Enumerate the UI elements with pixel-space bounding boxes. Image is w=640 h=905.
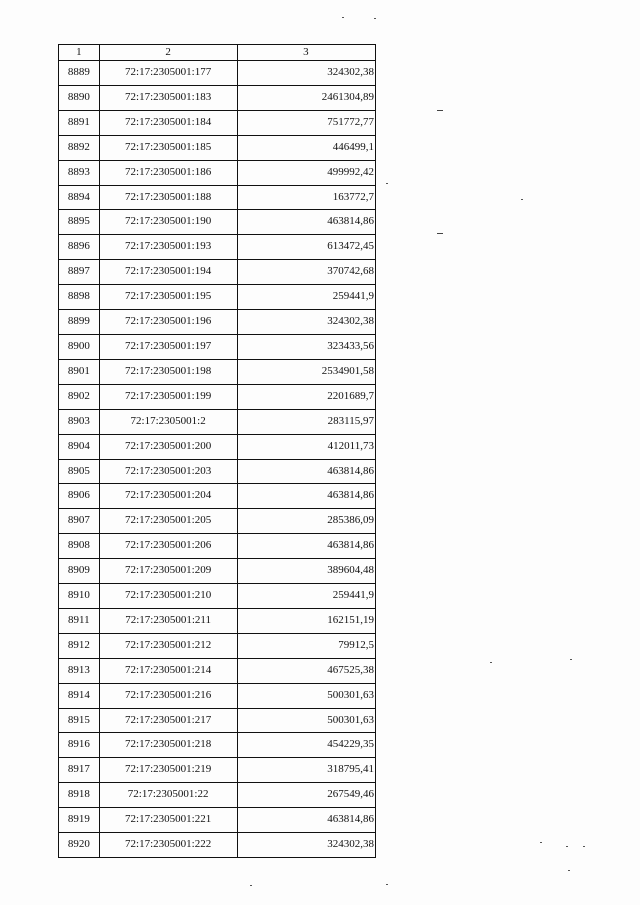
cadastral-number-cell: 72:17:2305001:186 xyxy=(99,160,237,185)
row-number-cell: 8919 xyxy=(59,808,100,833)
cadastral-number-cell: 72:17:2305001:22 xyxy=(99,783,237,808)
cadastral-number-cell: 72:17:2305001:218 xyxy=(99,733,237,758)
cadastral-number-cell: 72:17:2305001:199 xyxy=(99,384,237,409)
table-row xyxy=(59,484,376,509)
row-number-cell: 8905 xyxy=(59,459,100,484)
column-header-3: 3 xyxy=(237,45,375,61)
scan-speck xyxy=(568,870,570,871)
value-cell: 2201689,7 xyxy=(237,384,375,409)
value-cell: 389604,48 xyxy=(237,559,375,584)
row-number-cell: 8908 xyxy=(59,534,100,559)
table-row xyxy=(59,434,376,459)
row-number-cell: 8896 xyxy=(59,235,100,260)
table-row xyxy=(59,359,376,384)
column-header-1: 1 xyxy=(59,45,100,61)
scan-speck xyxy=(521,199,523,200)
row-number-cell: 8907 xyxy=(59,509,100,534)
column-header-2: 2 xyxy=(99,45,237,61)
cadastral-number-cell: 72:17:2305001:211 xyxy=(99,608,237,633)
table-row xyxy=(59,608,376,633)
row-number-cell: 8906 xyxy=(59,484,100,509)
scan-speck xyxy=(490,662,492,663)
cadastral-number-cell: 72:17:2305001:200 xyxy=(99,434,237,459)
row-number-cell: 8911 xyxy=(59,608,100,633)
table-row xyxy=(59,658,376,683)
table-row xyxy=(59,210,376,235)
table-row xyxy=(59,683,376,708)
value-cell: 412011,73 xyxy=(237,434,375,459)
table-row xyxy=(59,160,376,185)
cadastral-number-cell: 72:17:2305001:2 xyxy=(99,409,237,434)
cadastral-number-cell: 72:17:2305001:222 xyxy=(99,833,237,858)
value-cell: 163772,7 xyxy=(237,185,375,210)
value-cell: 324302,38 xyxy=(237,833,375,858)
cadastral-number-cell: 72:17:2305001:203 xyxy=(99,459,237,484)
table-row xyxy=(59,310,376,335)
value-cell: 463814,86 xyxy=(237,808,375,833)
cadastral-number-cell: 72:17:2305001:183 xyxy=(99,85,237,110)
scan-speck xyxy=(374,18,376,19)
value-cell: 499992,42 xyxy=(237,160,375,185)
cadastral-number-cell: 72:17:2305001:197 xyxy=(99,334,237,359)
cadastral-number-cell: 72:17:2305001:221 xyxy=(99,808,237,833)
row-number-cell: 8904 xyxy=(59,434,100,459)
cadastral-number-cell: 72:17:2305001:205 xyxy=(99,509,237,534)
registry-table xyxy=(58,44,376,858)
cadastral-number-cell: 72:17:2305001:206 xyxy=(99,534,237,559)
row-number-cell: 8898 xyxy=(59,285,100,310)
value-cell: 463814,86 xyxy=(237,484,375,509)
table-row xyxy=(59,833,376,858)
table-header-row xyxy=(59,45,376,61)
row-number-cell: 8914 xyxy=(59,683,100,708)
row-number-cell: 8895 xyxy=(59,210,100,235)
value-cell: 751772,77 xyxy=(237,110,375,135)
cadastral-number-cell: 72:17:2305001:177 xyxy=(99,61,237,86)
row-number-cell: 8910 xyxy=(59,584,100,609)
table-row xyxy=(59,808,376,833)
table-row xyxy=(59,334,376,359)
row-number-cell: 8912 xyxy=(59,633,100,658)
value-cell: 162151,19 xyxy=(237,608,375,633)
value-cell: 259441,9 xyxy=(237,285,375,310)
value-cell: 283115,97 xyxy=(237,409,375,434)
row-number-cell: 8917 xyxy=(59,758,100,783)
value-cell: 454229,35 xyxy=(237,733,375,758)
cadastral-number-cell: 72:17:2305001:198 xyxy=(99,359,237,384)
value-cell: 446499,1 xyxy=(237,135,375,160)
row-number-cell: 8890 xyxy=(59,85,100,110)
table-row xyxy=(59,285,376,310)
value-cell: 370742,68 xyxy=(237,260,375,285)
scan-speck xyxy=(566,846,568,847)
value-cell: 2461304,89 xyxy=(237,85,375,110)
row-number-cell: 8889 xyxy=(59,61,100,86)
table-row xyxy=(59,534,376,559)
row-number-cell: 8918 xyxy=(59,783,100,808)
cadastral-number-cell: 72:17:2305001:219 xyxy=(99,758,237,783)
row-number-cell: 8909 xyxy=(59,559,100,584)
cadastral-number-cell: 72:17:2305001:209 xyxy=(99,559,237,584)
table-row xyxy=(59,783,376,808)
row-number-cell: 8894 xyxy=(59,185,100,210)
table-row xyxy=(59,110,376,135)
scan-speck xyxy=(250,885,252,886)
table-row xyxy=(59,559,376,584)
cadastral-number-cell: 72:17:2305001:210 xyxy=(99,584,237,609)
cadastral-number-cell: 72:17:2305001:214 xyxy=(99,658,237,683)
table-body xyxy=(59,61,376,858)
row-number-cell: 8899 xyxy=(59,310,100,335)
cadastral-number-cell: 72:17:2305001:194 xyxy=(99,260,237,285)
table-row xyxy=(59,733,376,758)
cadastral-number-cell: 72:17:2305001:184 xyxy=(99,110,237,135)
value-cell: 500301,63 xyxy=(237,683,375,708)
value-cell: 613472,45 xyxy=(237,235,375,260)
value-cell: 2534901,58 xyxy=(237,359,375,384)
value-cell: 323433,56 xyxy=(237,334,375,359)
value-cell: 324302,38 xyxy=(237,61,375,86)
cadastral-number-cell: 72:17:2305001:217 xyxy=(99,708,237,733)
row-number-cell: 8901 xyxy=(59,359,100,384)
table-row xyxy=(59,135,376,160)
scan-speck xyxy=(342,17,344,18)
value-cell: 267549,46 xyxy=(237,783,375,808)
cadastral-number-cell: 72:17:2305001:204 xyxy=(99,484,237,509)
row-number-cell: 8891 xyxy=(59,110,100,135)
value-cell: 463814,86 xyxy=(237,534,375,559)
cadastral-number-cell: 72:17:2305001:188 xyxy=(99,185,237,210)
cadastral-number-cell: 72:17:2305001:190 xyxy=(99,210,237,235)
scan-speck xyxy=(583,846,585,847)
value-cell: 79912,5 xyxy=(237,633,375,658)
row-number-cell: 8892 xyxy=(59,135,100,160)
scan-speck xyxy=(570,659,572,660)
cadastral-number-cell: 72:17:2305001:193 xyxy=(99,235,237,260)
table-row xyxy=(59,61,376,86)
scan-speck xyxy=(540,842,542,843)
value-cell: 324302,38 xyxy=(237,310,375,335)
value-cell: 259441,9 xyxy=(237,584,375,609)
table-row xyxy=(59,260,376,285)
table-row xyxy=(59,509,376,534)
value-cell: 463814,86 xyxy=(237,210,375,235)
row-number-cell: 8920 xyxy=(59,833,100,858)
cadastral-number-cell: 72:17:2305001:216 xyxy=(99,683,237,708)
table-row xyxy=(59,409,376,434)
row-number-cell: 8900 xyxy=(59,334,100,359)
row-number-cell: 8913 xyxy=(59,658,100,683)
cadastral-number-cell: 72:17:2305001:195 xyxy=(99,285,237,310)
table-row xyxy=(59,584,376,609)
row-number-cell: 8903 xyxy=(59,409,100,434)
value-cell: 500301,63 xyxy=(237,708,375,733)
row-number-cell: 8897 xyxy=(59,260,100,285)
scan-speck xyxy=(386,884,388,885)
table-row xyxy=(59,633,376,658)
row-number-cell: 8916 xyxy=(59,733,100,758)
table-row xyxy=(59,758,376,783)
table-row xyxy=(59,235,376,260)
value-cell: 318795,41 xyxy=(237,758,375,783)
scan-speck xyxy=(386,183,388,184)
scan-speck xyxy=(437,110,443,111)
value-cell: 285386,09 xyxy=(237,509,375,534)
value-cell: 467525,38 xyxy=(237,658,375,683)
table-row xyxy=(59,185,376,210)
cadastral-number-cell: 72:17:2305001:196 xyxy=(99,310,237,335)
cadastral-number-cell: 72:17:2305001:212 xyxy=(99,633,237,658)
table-row xyxy=(59,85,376,110)
table-row xyxy=(59,459,376,484)
table-row xyxy=(59,708,376,733)
row-number-cell: 8902 xyxy=(59,384,100,409)
row-number-cell: 8893 xyxy=(59,160,100,185)
scan-speck xyxy=(437,233,443,234)
table-row xyxy=(59,384,376,409)
row-number-cell: 8915 xyxy=(59,708,100,733)
value-cell: 463814,86 xyxy=(237,459,375,484)
cadastral-number-cell: 72:17:2305001:185 xyxy=(99,135,237,160)
